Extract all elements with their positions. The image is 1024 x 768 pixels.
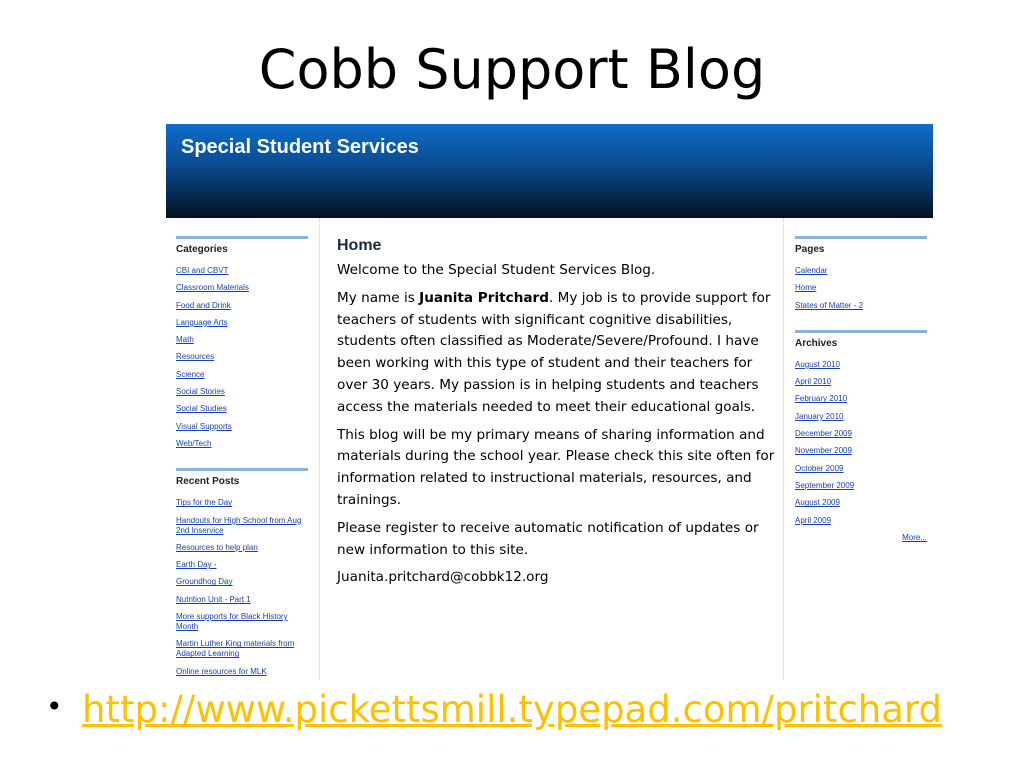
archive-link[interactable]: January 2010 [795,411,844,421]
blog-screenshot [166,124,933,679]
right-divider [783,218,784,679]
category-link[interactable]: Classroom Materials [176,283,249,293]
blog-url-link[interactable]: http://www.pickettsmill.typepad.com/pritchard [82,688,942,731]
recent-post-link[interactable]: Nutrition Unit - Part 1 [176,594,251,604]
archive-link[interactable]: August 2009 [795,498,840,508]
page-link[interactable]: Home [795,283,817,293]
archive-link[interactable]: February 2010 [795,394,848,404]
recent-post-link[interactable]: Earth Day - [176,560,217,570]
bullet-point: • [46,690,63,723]
category-link[interactable]: Math [176,335,194,345]
recent-post-link[interactable]: Resources to help plan [176,542,258,552]
archive-link[interactable]: November 2009 [795,446,852,456]
slide-title: Cobb Support Blog [258,38,766,101]
recent-post-link[interactable]: Groundhog Day [176,577,233,587]
blog-banner [166,124,933,218]
author-name: Juanita Pritchard [419,289,549,306]
blog-banner-title: Special Student Services [181,136,419,158]
category-link[interactable]: Food and Drink [176,300,231,310]
archive-link[interactable]: September 2009 [795,480,855,490]
category-link[interactable]: Visual Supports [176,421,232,431]
archive-link[interactable]: December 2009 [795,429,852,439]
recent-posts-list [176,498,308,676]
recent-post-link[interactable]: Martin Luther King materials from Adapted Learning [176,639,295,659]
paragraph-sharing: This blog will be my primary means of sharing information and materials during the school year. Please check this site often for information related to instructional materials, resources, and trainings. [337,426,775,508]
category-link[interactable]: Resources [176,352,215,362]
paragraph-register: Please register to receive automatic notification of updates or new information to this site. [337,519,759,558]
category-link[interactable]: Social Stories [176,387,225,397]
archive-link[interactable]: October 2009 [795,463,844,473]
archive-link[interactable]: April 2010 [795,377,832,387]
category-link[interactable]: CBI and CBVT [176,266,229,275]
pages-heading: Pages [795,236,927,255]
home-title: Home [337,237,382,254]
welcome-text: Welcome to the Special Student Services Blog. [337,262,656,278]
category-link[interactable]: Web/Tech [176,438,212,448]
category-link[interactable]: Science [176,369,205,379]
recent-post-link[interactable]: Online resources for MLK [176,666,267,676]
archives-heading: Archives [795,330,927,349]
intro-paragraph: My name is Juanita Pritchard. My job is to provide support for teachers of students with significant cognitive disabilities, students often classified as Moderate/Severe/Profound. I have been working with this type of student and their teachers for over 30 years. My passion is in helping students and teachers access the materials needed to meet their educational goals. [337,289,771,415]
categories-list [176,266,308,449]
category-link[interactable]: Social Studies [176,404,227,414]
page-link[interactable]: States of Matter - 2 [795,300,864,310]
left-divider [319,218,320,679]
page-link[interactable]: Calendar [795,266,828,275]
main-content [337,236,777,595]
recent-post-link[interactable]: Tips for the Day [176,498,233,508]
right-sidebar [795,236,927,542]
recent-post-link[interactable]: More supports for Black History Month [176,612,288,632]
categories-heading: Categories [176,236,308,255]
archive-link[interactable]: August 2010 [795,359,840,369]
left-sidebar [176,236,308,679]
archives-list [795,360,927,526]
archives-more-link[interactable]: More... [902,532,927,542]
recent-post-link[interactable]: Handouts for High School from Aug 2nd Inservice [176,515,302,535]
recent-posts-heading: Recent Posts [176,468,308,487]
contact-email: Juanita.pritchard@cobbk12.org [337,569,549,586]
category-link[interactable]: Language Arts [176,317,228,327]
archive-link[interactable]: April 2009 [795,515,832,525]
pages-list [795,266,927,311]
